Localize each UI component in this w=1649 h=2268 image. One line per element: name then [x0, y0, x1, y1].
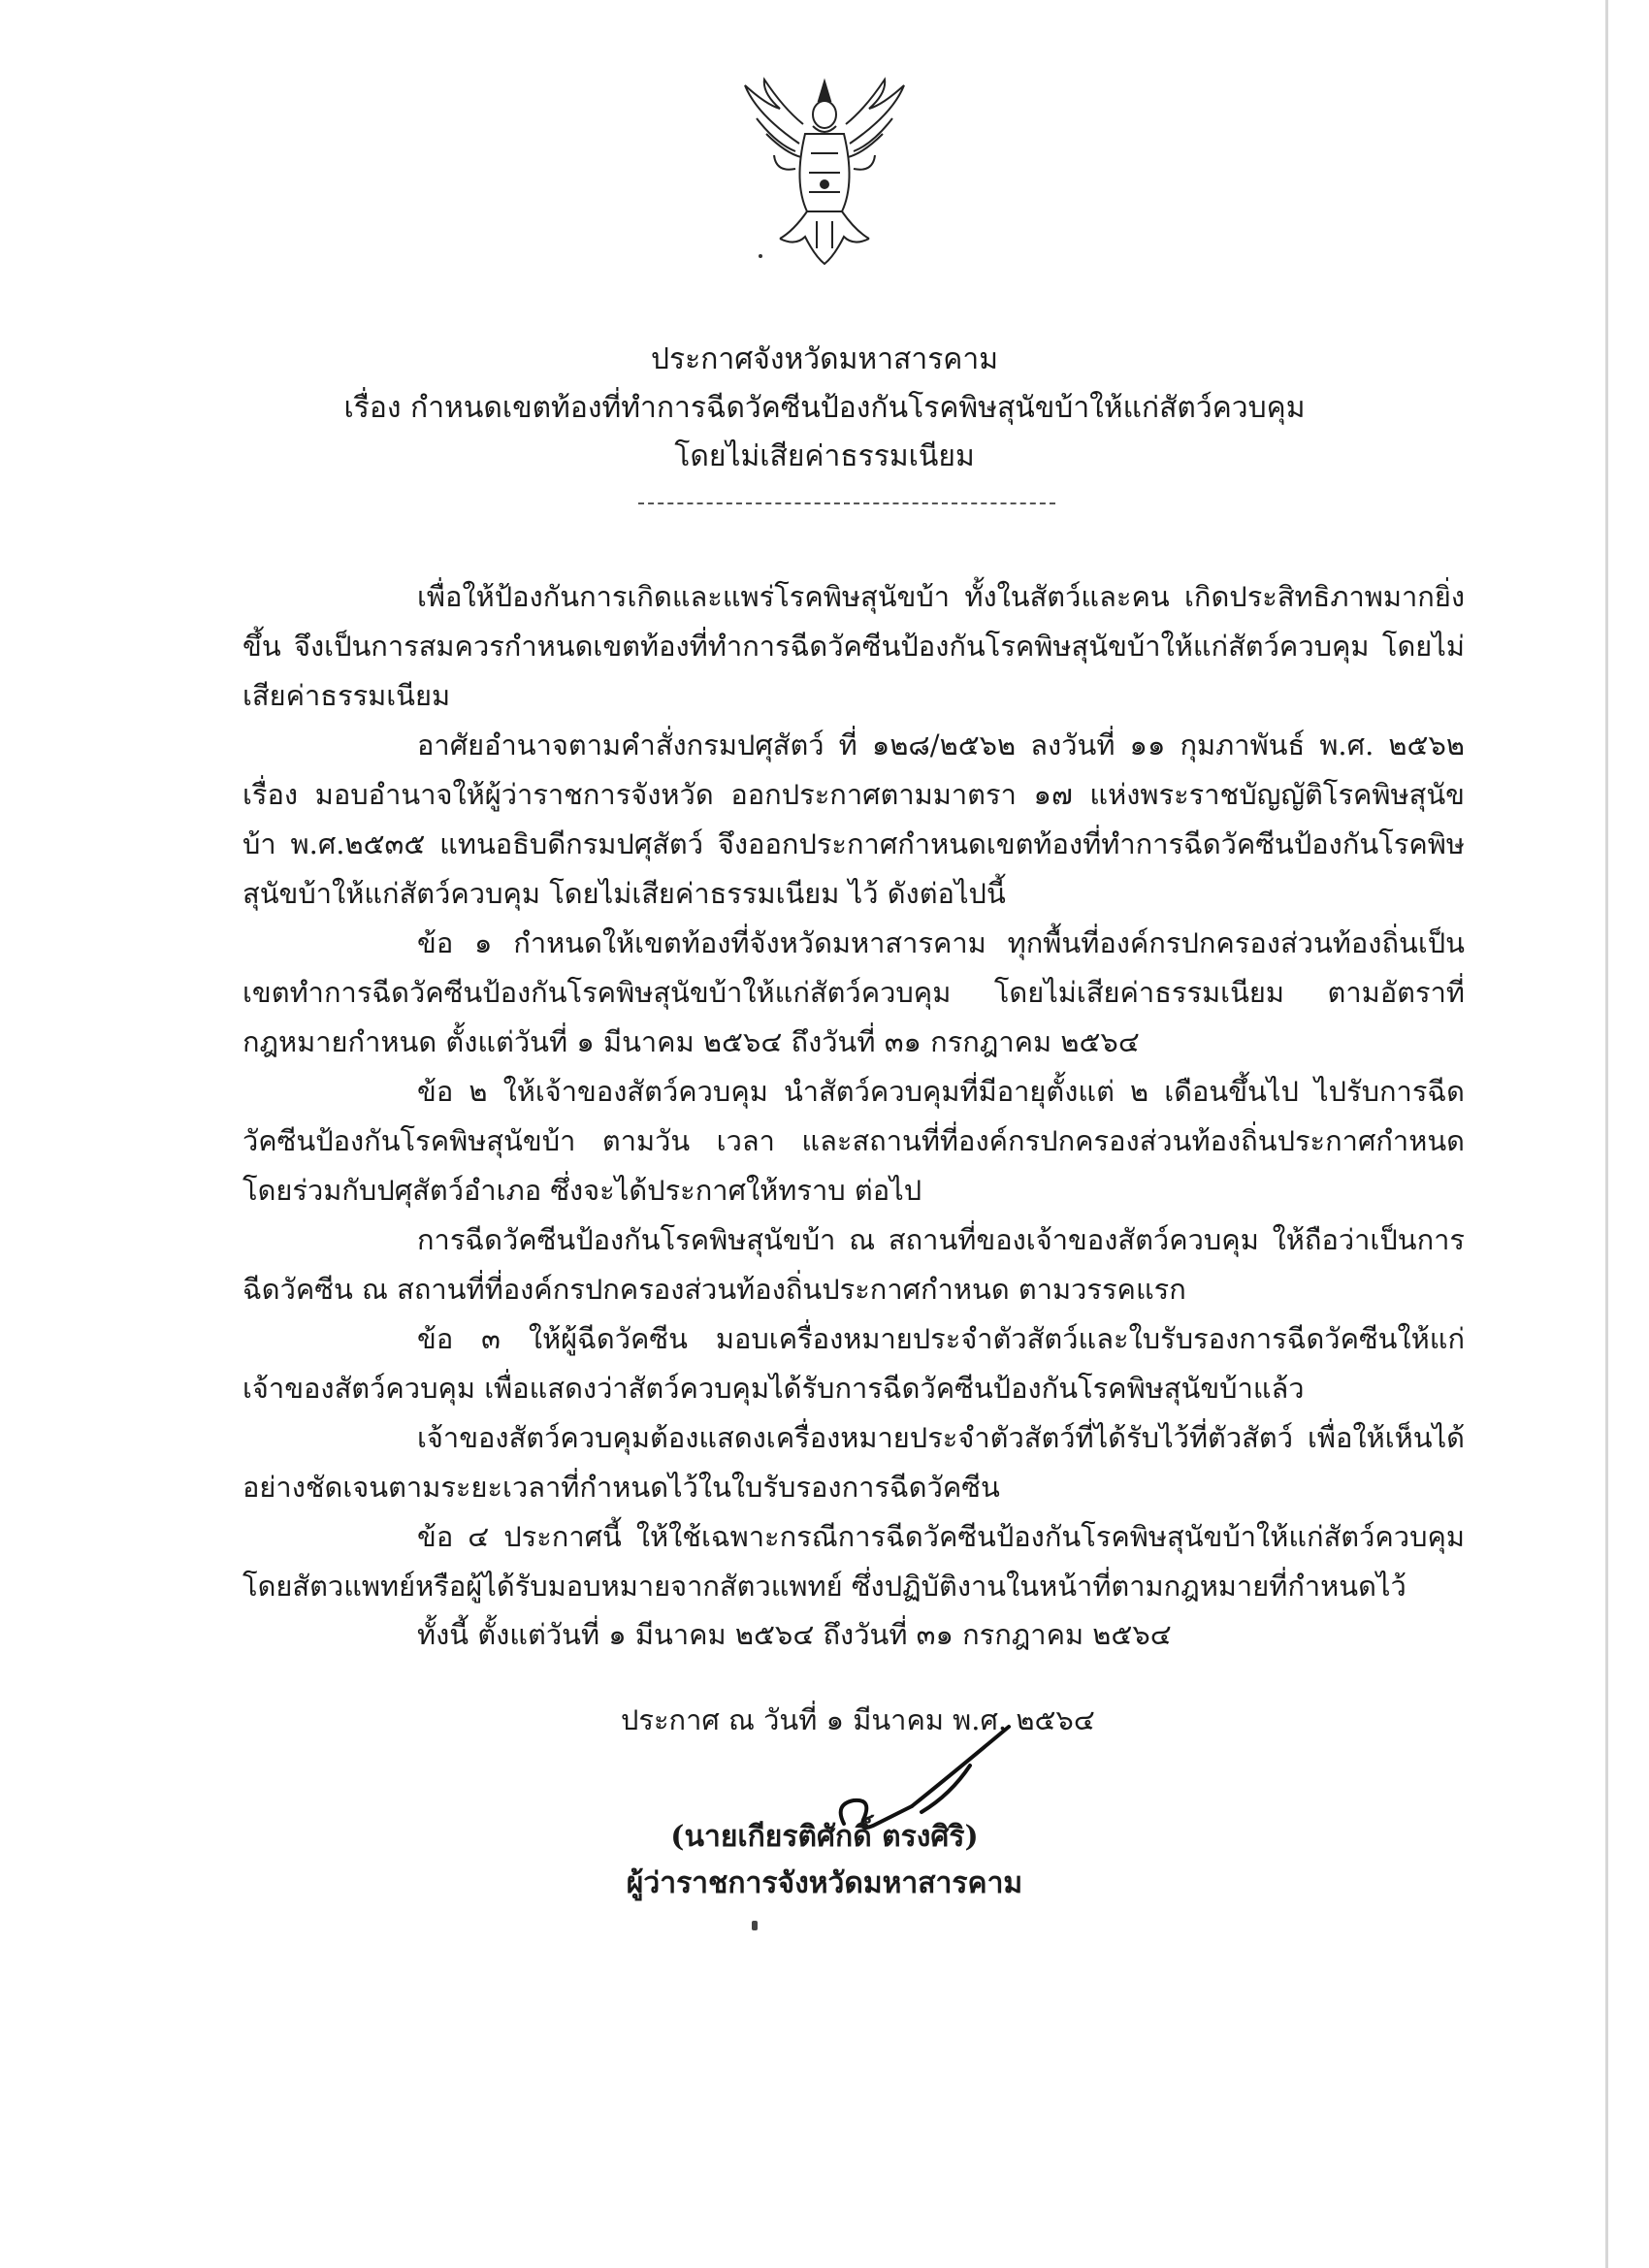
effective-period: ทั้งนี้ ตั้งแต่วันที่ ๑ มีนาคม ๒๕๖๔ ถึงวันที่ ๓๑ กรกฎาคม ๒๕๖๔: [417, 1618, 1172, 1651]
paragraph-authority: อาศัยอำนาจตามคำสั่งกรมปศุสัตว์ ที่ ๑๒๘/๒๕๖๒ ลงวันที่ ๑๑ กุมภาพันธ์ พ.ศ. ๒๕๖๒ เรื่อง มอบอำนาจให้ผู้ว่าราชการจังหวัด ออกประกาศตามมาตรา ๑๗ แห่งพระราชบัญญัติโรคพิษสุนัขบ้า พ.ศ.๒๕๓๕ แทนอธิบดีกรมปศุสัตว์ จึงออกประกาศกำหนดเขตท้องที่ทำการฉีดวัคซีนป้องกันโรคพิษสุนัขบ้าให้แก่สัตว์ควบคุม โดยไม่เสียค่าธรรมเนียม ไว้ ดังต่อไปนี้: [242, 729, 1465, 910]
scan-speck: [752, 1921, 758, 1930]
header-divider: [638, 502, 1055, 504]
clause-2-paragraph-2: การฉีดวัคซีนป้องกันโรคพิษสุนัขบ้า ณ สถานที่ของเจ้าของสัตว์ควบคุม ให้ถือว่าเป็นการฉีดวัคซีน ณ สถานที่ที่องค์กรปกครองส่วนท้องถิ่นประกาศกำหนด ตามวรรคแรก: [242, 1223, 1465, 1306]
announcement-title: ประกาศจังหวัดมหาสารคาม: [650, 342, 998, 376]
announcement-subject: เรื่อง กำหนดเขตท้องที่ทำการฉีดวัคซีนป้องกันโรคพิษสุนัขบ้าให้แก่สัตว์ควบคุม: [343, 391, 1306, 425]
signer-name: (นายเกียรติศักดิ์ ตรงศิริ): [670, 1820, 979, 1854]
clause-1: ข้อ ๑ กำหนดให้เขตท้องที่จังหวัดมหาสารคาม ทุกพื้นที่องค์กรปกครองส่วนท้องถิ่นเป็นเขตทำการฉีดวัคซีนป้องกันโรคพิษสุนัขบ้าให้แก่สัตว์ควบคุม โดยไม่เสียค่าธรรมเนียม ตามอัตราที่กฎหมายกำหนด ตั้งแต่วันที่ ๑ มีนาคม ๒๕๖๔ ถึงวันที่ ๓๑ กรกฎาคม ๒๕๖๔: [242, 926, 1465, 1058]
garuda-emblem-icon: [737, 76, 912, 270]
clause-4: ข้อ ๔ ประกาศนี้ ให้ใช้เฉพาะกรณีการฉีดวัคซีนป้องกันโรคพิษสุนัขบ้าให้แก่สัตว์ควบคุมโดยสัตวแพทย์หรือผู้ได้รับมอบหมายจากสัตวแพทย์ ซึ่งปฏิบัติงานในหน้าที่ตามกฎหมายที่กำหนดไว้: [242, 1520, 1465, 1603]
announcement-subject-continued: โดยไม่เสียค่าธรรมเนียม: [674, 439, 975, 473]
clause-3: ข้อ ๓ ให้ผู้ฉีดวัคซีน มอบเครื่องหมายประจำตัวสัตว์และใบรับรองการฉีดวัคซีนให้แก่เจ้าของสัตว์ควบคุม เพื่อแสดงว่าสัตว์ควบคุมได้รับการฉีดวัคซีนป้องกันโรคพิษสุนัขบ้าแล้ว: [242, 1322, 1465, 1405]
document-body: [242, 572, 1465, 1611]
signature-block: [0, 1814, 1649, 1907]
clause-3-paragraph-2: เจ้าของสัตว์ควบคุมต้องแสดงเครื่องหมายประจำตัวสัตว์ที่ได้รับไว้ที่ตัวสัตว์ เพื่อให้เห็นได้อย่างชัดเจนตามระยะเวลาที่กำหนดไว้ในใบรับรองการฉีดวัคซีน: [242, 1421, 1465, 1504]
clause-2: ข้อ ๒ ให้เจ้าของสัตว์ควบคุม นำสัตว์ควบคุมที่มีอายุตั้งแต่ ๒ เดือนขึ้นไป ไปรับการฉีดวัคซีนป้องกันโรคพิษสุนัขบ้า ตามวัน เวลา และสถานที่ที่องค์กรปกครองส่วนท้องถิ่นประกาศกำหนด โดยร่วมกับปศุสัตว์อำเภอ ซึ่งจะได้ประกาศให้ทราบ ต่อไป: [242, 1075, 1465, 1207]
announcement-date: ประกาศ ณ วันที่ ๑ มีนาคม พ.ศ. ๒๕๖๔: [621, 1703, 1095, 1736]
paragraph-purpose: เพื่อให้ป้องกันการเกิดและแพร่โรคพิษสุนัขบ้า ทั้งในสัตว์และคน เกิดประสิทธิภาพมากยิ่งขึ้น จึงเป็นการสมควรกำหนดเขตท้องที่ทำการฉีดวัคซีนป้องกันโรคพิษสุนัขบ้าให้แก่สัตว์ควบคุม โดยไม่เสียค่าธรรมเนียม: [242, 580, 1465, 712]
signer-position: ผู้ว่าราชการจังหวัดมหาสารคาม: [626, 1866, 1023, 1900]
document-header: [0, 336, 1649, 481]
